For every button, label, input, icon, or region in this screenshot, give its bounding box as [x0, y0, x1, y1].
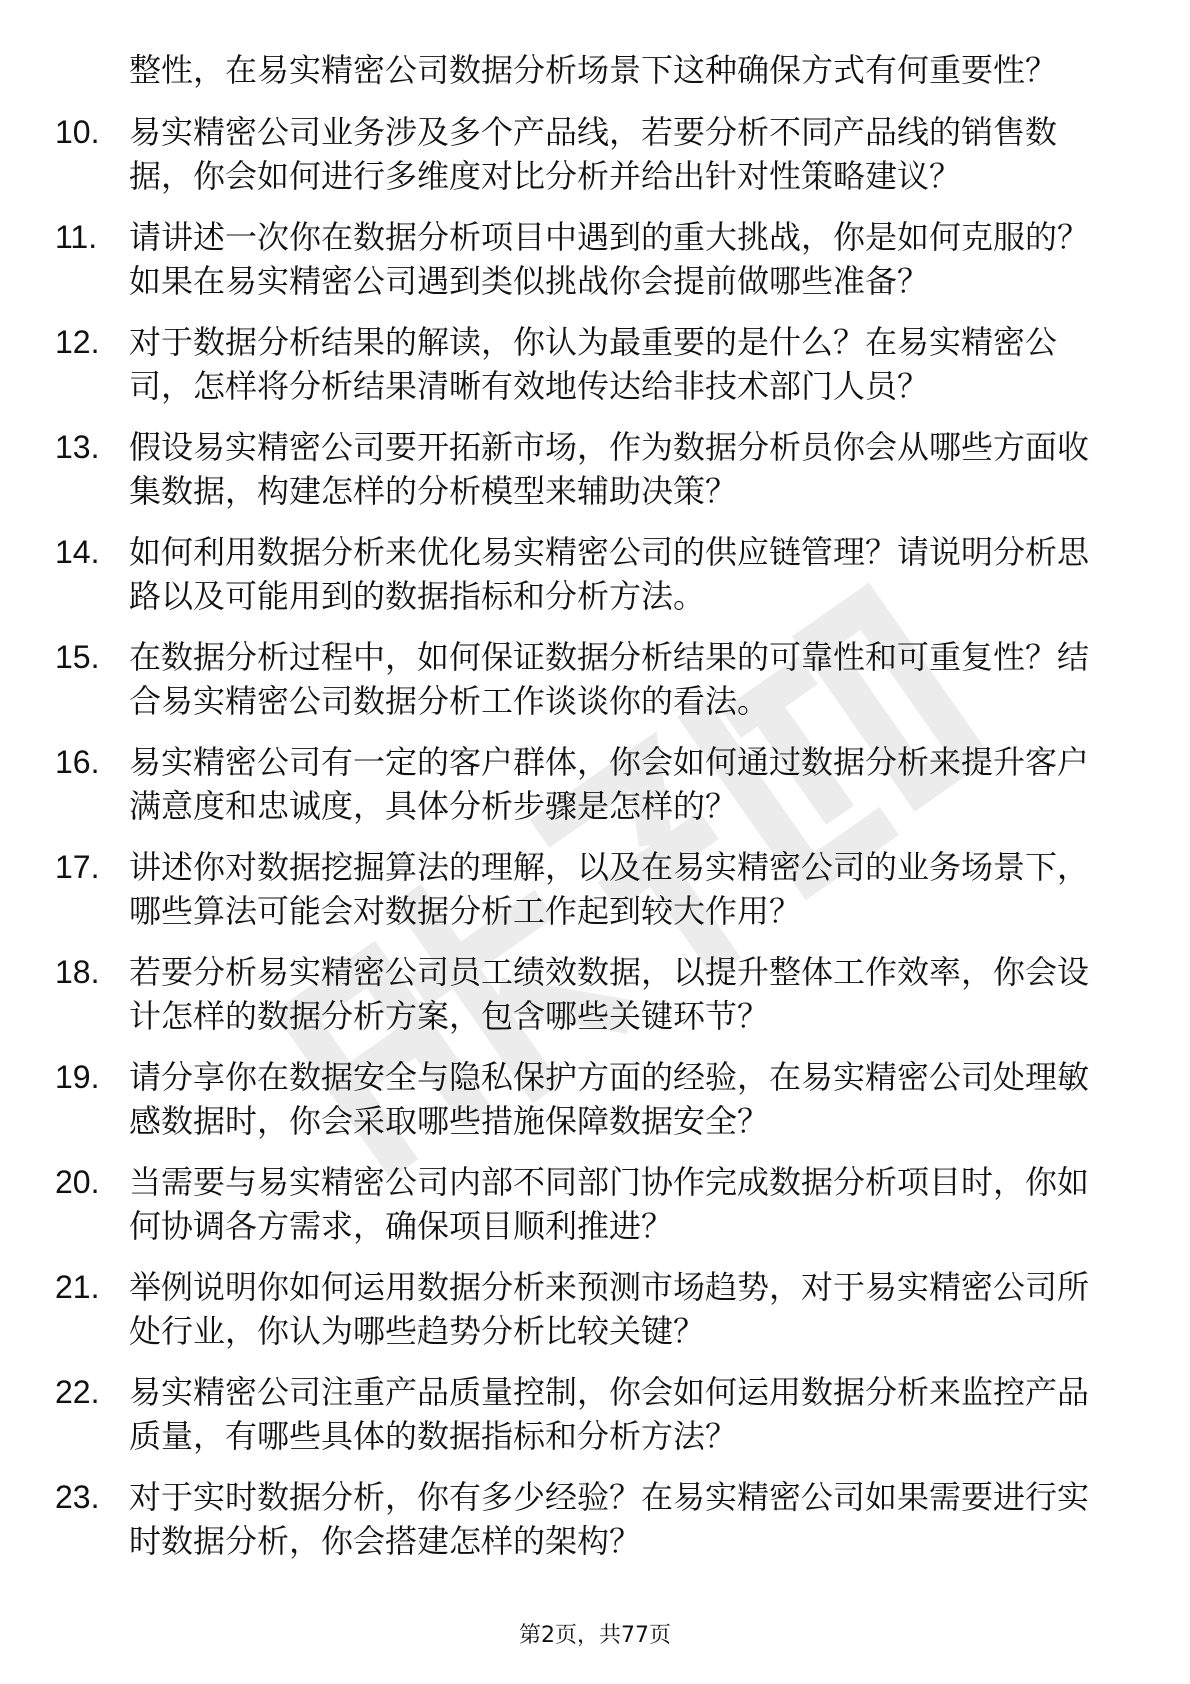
question-item-22 [0, 1370, 1190, 1458]
question-number: 16. [55, 744, 100, 780]
question-text: 如何利用数据分析来优化易实精密公司的供应链管理？请说明分析思路以及可能用到的数据指标和分析方法。 [129, 533, 1090, 615]
question-text: 对于实时数据分析，你有多少经验？在易实精密公司如果需要进行实时数据分析，你会搭建怎样的架构？ [129, 1478, 1090, 1560]
question-item-14 [0, 530, 1190, 618]
question-item-18 [0, 950, 1190, 1038]
question-number: 17. [55, 849, 100, 885]
question-number: 11. [55, 219, 98, 255]
question-number: 23. [55, 1479, 100, 1515]
question-item-13 [0, 425, 1190, 513]
question-number: 12. [55, 324, 100, 360]
question-text: 易实精密公司业务涉及多个产品线，若要分析不同产品线的销售数据，你会如何进行多维度对比分析并给出针对性策略建议？ [129, 113, 1058, 195]
question-number: 19. [55, 1059, 100, 1095]
question-text: 整性，在易实精密公司数据分析场景下这种确保方式有何重要性？ [129, 51, 1058, 89]
question-item-20 [0, 1160, 1190, 1248]
question-text: 请讲述一次你在数据分析项目中遇到的重大挑战，你是如何克服的？如果在易实精密公司遇到类似挑战你会提前做哪些准备？ [129, 218, 1090, 300]
question-number: 21. [55, 1269, 100, 1305]
question-item-17 [0, 845, 1190, 933]
question-number: 22. [55, 1374, 100, 1410]
question-list [0, 48, 1190, 1580]
question-number: 20. [55, 1164, 100, 1200]
question-continued-item [0, 48, 1190, 92]
question-number: 18. [55, 954, 100, 990]
question-item-11 [0, 215, 1190, 303]
question-number: 10. [55, 114, 100, 150]
question-item-19 [0, 1055, 1190, 1143]
question-text: 讲述你对数据挖掘算法的理解，以及在易实精密公司的业务场景下，哪些算法可能会对数据分析工作起到较大作用？ [129, 848, 1090, 930]
question-item-16 [0, 740, 1190, 828]
question-item-23 [0, 1475, 1190, 1563]
question-number: 15. [55, 639, 100, 675]
question-text: 当需要与易实精密公司内部不同部门协作完成数据分析项目时，你如何协调各方需求，确保项目顺利推进？ [129, 1163, 1090, 1245]
question-item-10 [0, 110, 1190, 198]
question-text: 举例说明你如何运用数据分析来预测市场趋势，对于易实精密公司所处行业，你认为哪些趋势分析比较关键？ [129, 1268, 1090, 1350]
question-text: 若要分析易实精密公司员工绩效数据，以提升整体工作效率，你会设计怎样的数据分析方案，包含哪些关键环节？ [129, 953, 1090, 1035]
question-text: 易实精密公司有一定的客户群体，你会如何通过数据分析来提升客户满意度和忠诚度，具体分析步骤是怎样的？ [129, 743, 1090, 825]
question-text: 对于数据分析结果的解读，你认为最重要的是什么？在易实精密公司，怎样将分析结果清晰有效地传达给非技术部门人员？ [129, 323, 1058, 405]
question-item-21 [0, 1265, 1190, 1353]
question-text: 请分享你在数据安全与隐私保护方面的经验，在易实精密公司处理敏感数据时，你会采取哪些措施保障数据安全？ [129, 1058, 1090, 1140]
question-text: 易实精密公司注重产品质量控制，你会如何运用数据分析来监控产品质量，有哪些具体的数据指标和分析方法？ [129, 1373, 1090, 1455]
question-item-15 [0, 635, 1190, 723]
question-number: 13. [55, 429, 100, 465]
question-text: 在数据分析过程中，如何保证数据分析结果的可靠性和可重复性？结合易实精密公司数据分析工作谈谈你的看法。 [129, 638, 1090, 720]
question-number: 14. [55, 534, 100, 570]
question-text: 假设易实精密公司要开拓新市场，作为数据分析员你会从哪些方面收集数据，构建怎样的分析模型来辅助决策？ [129, 428, 1090, 510]
question-item-12 [0, 320, 1190, 408]
page-number-footer: 第2页，共77页 [519, 1623, 671, 1648]
